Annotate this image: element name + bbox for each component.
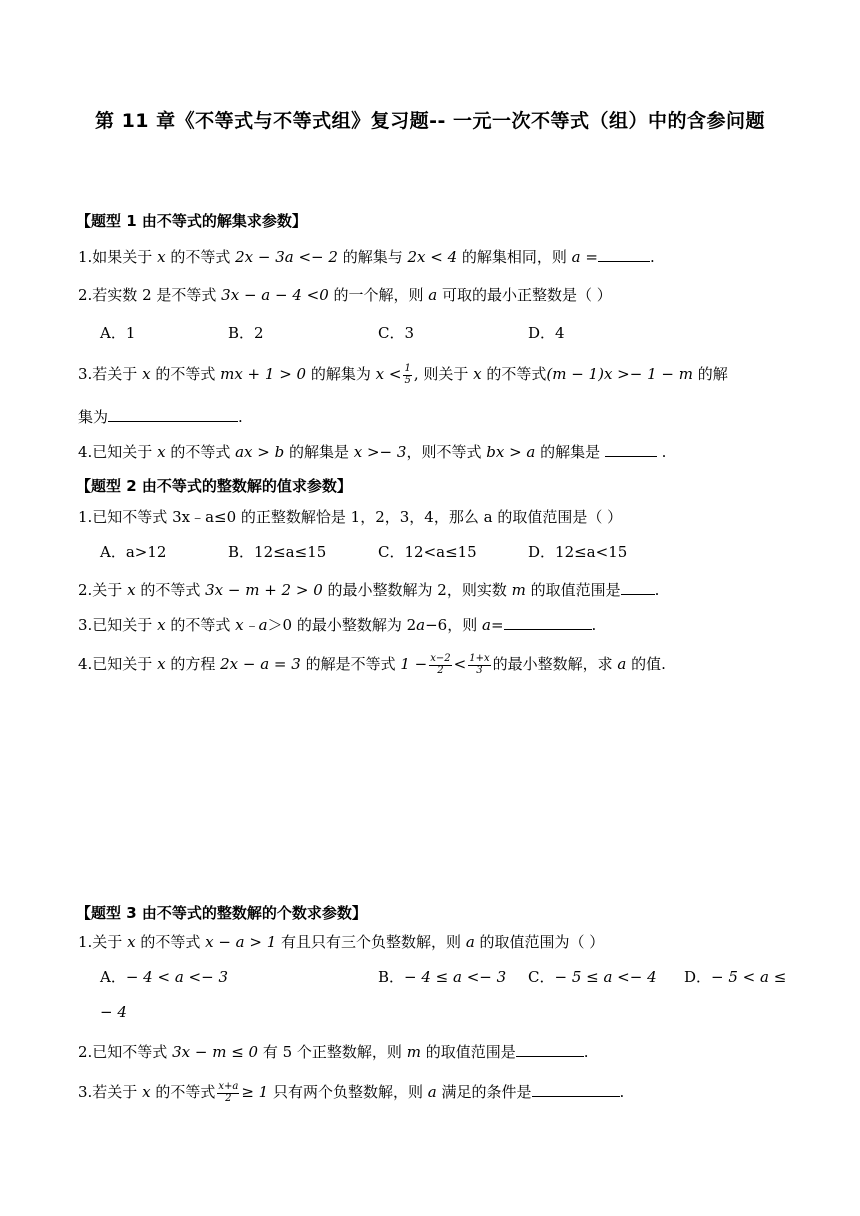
option-a: A．− 4 < a <− 3	[100, 968, 228, 986]
answer-blank[interactable]	[598, 247, 650, 262]
page-title: 第 11 章《不等式与不等式组》复习题-- 一元一次不等式（组）中的含参问题	[94, 110, 766, 132]
section-heading-3: 【题型 3 由不等式的整数解的个数求参数】	[76, 904, 367, 922]
question-3-1: 1.关于 x 的不等式 x − a > 1 有且只有三个负整数解，则 a 的取值范围为（ ）	[78, 933, 605, 951]
option-c: C．12<a≤15	[378, 543, 477, 561]
question-2-4: 4.已知关于 x 的方程 2x − a = 3 的解是不等式 1 − $\frac{x-2}{2}$ < $\frac{1+x}{3}$ 的最小整数解，求 a 的值.	[78, 653, 666, 676]
question-2-3: 3.已知关于 x 的不等式 x﹣a＞0 的最小整数解为 2a−6，则 a= .	[78, 616, 597, 634]
question-3-3: 3.若关于 x 的不等式 $\frac{x+a}{2}$ ≥ 1 只有两个负整数解，则 a 满足的条件是 .	[78, 1081, 625, 1104]
answer-blank[interactable]	[621, 580, 655, 595]
fraction: $\frac{1}{5}$	[404, 363, 411, 386]
fraction: $\frac{x+a}{2}$	[218, 1081, 239, 1104]
option-d: D．− 5 < a ≤	[684, 968, 787, 986]
fraction: $\frac{x-2}{2}$	[430, 653, 451, 676]
question-1-3: 3.若关于 x 的不等式 mx + 1 > 0 的解集为 x < $\frac{1}{5}$ , 则关于 x 的不等式(m − 1)x >− 1 − m 的解	[78, 363, 728, 386]
option-b: B．12≤a≤15	[228, 543, 327, 561]
option-c: C．3	[378, 324, 415, 342]
option-b: B．− 4 ≤ a <− 3	[378, 968, 507, 986]
option-d: D．4	[528, 324, 565, 342]
answer-blank[interactable]	[108, 407, 238, 422]
answer-blank[interactable]	[605, 442, 657, 457]
question-3-2: 2.已知不等式 3x − m ≤ 0 有 5 个正整数解，则 m 的取值范围是 .	[78, 1043, 589, 1061]
question-1-2: 2.若实数 2 是不等式 3x − a − 4 <0 的一个解，则 a 可取的最小正整数是（ ）	[78, 286, 612, 304]
question-1-4: 4.已知关于 x 的不等式 ax > b 的解集是 x >− 3，则不等式 bx > a 的解集是 .	[78, 443, 667, 461]
option-d: D．12≤a<15	[528, 543, 628, 561]
question-2-1: 1.已知不等式 3x﹣a≤0 的正整数解恰是 1，2，3，4，那么 a 的取值范围是（ ）	[78, 508, 623, 526]
answer-blank[interactable]	[516, 1042, 584, 1057]
option-a: A．a>12	[100, 543, 167, 561]
option-a: A．1	[100, 324, 136, 342]
answer-blank[interactable]	[532, 1082, 620, 1097]
option-c: C．− 5 ≤ a <− 4	[528, 968, 657, 986]
option-b: B．2	[228, 324, 264, 342]
fraction: $\frac{1+x}{3}$	[469, 653, 490, 676]
option-d-cont: − 4	[100, 1003, 127, 1021]
answer-blank[interactable]	[504, 615, 592, 630]
question-2-2: 2.关于 x 的不等式 3x − m + 2 > 0 的最小整数解为 2，则实数 m 的取值范围是 .	[78, 581, 660, 599]
section-heading-1: 【题型 1 由不等式的解集求参数】	[76, 212, 307, 230]
question-1-3-cont: 集为 .	[78, 408, 243, 426]
section-heading-2: 【题型 2 由不等式的整数解的值求参数】	[76, 477, 352, 495]
question-1-1: 1.如果关于 x 的不等式 2x − 3a <− 2 的解集与 2x < 4 的解集相同，则 a = .	[78, 248, 655, 266]
